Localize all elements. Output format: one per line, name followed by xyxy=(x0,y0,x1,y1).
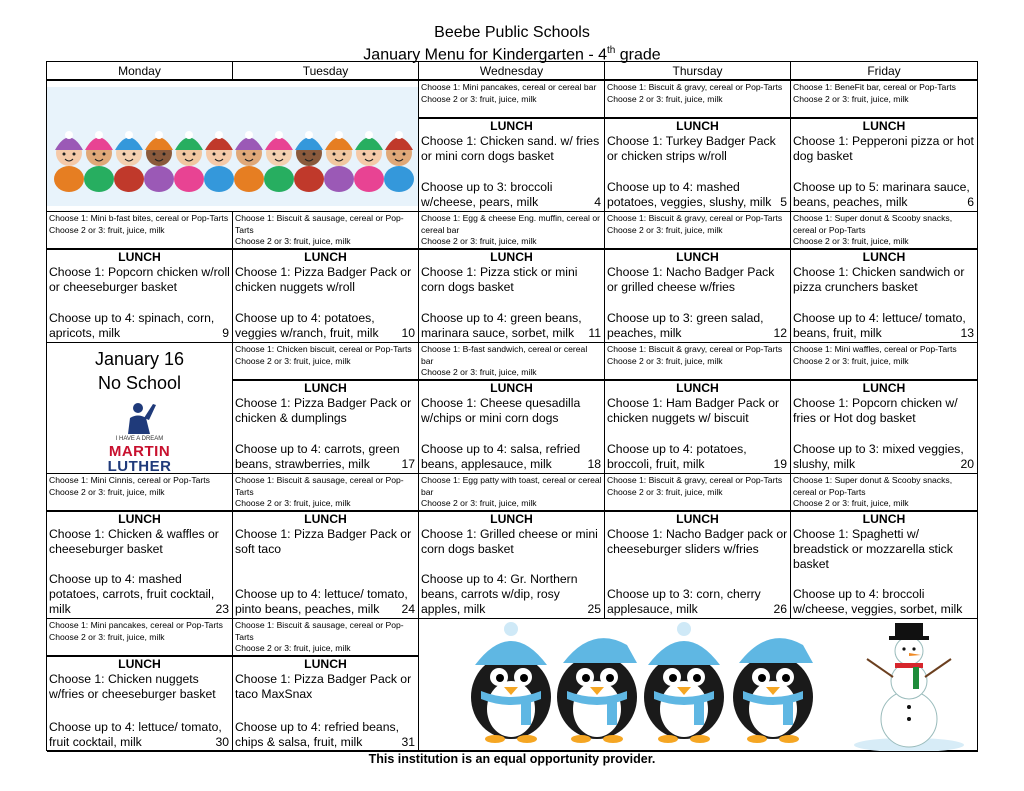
lunch-choice: Choose 1: Chicken sandwich or pizza crunchers basket xyxy=(793,265,965,294)
breakfast-line: Choose 2 or 3: fruit, juice, milk xyxy=(235,236,351,246)
lunch-choice: Choose 1: Cheese quesadilla w/chips or mini corn dogs xyxy=(421,396,581,425)
breakfast-line: Choose 2 or 3: fruit, juice, milk xyxy=(235,355,351,366)
lunch-choice: Choose 1: Spaghetti w/ breadstick or mozzarella stick basket xyxy=(793,527,953,571)
day-cell xyxy=(605,343,791,474)
breakfast-block xyxy=(233,212,418,250)
sides-choice: Choose up to 4: Gr. Northern beans, carrots w/dip, rosy apples, milk xyxy=(421,572,578,616)
day-header-thursday: Thursday xyxy=(605,62,791,81)
breakfast-line: Choose 1: Mini b-fast bites, cereal or Pop-Tarts xyxy=(49,213,229,223)
menu-calendar xyxy=(46,61,978,751)
day-number: 4 xyxy=(594,195,601,209)
footer-note: This institution is an equal opportunity provider. xyxy=(368,752,656,766)
sides-choice: Choose up to 4: salsa, refried beans, applesauce, milk xyxy=(421,442,581,471)
day-number: 11 xyxy=(588,326,601,340)
winter-kids-image xyxy=(47,81,419,212)
day-cell xyxy=(47,619,233,752)
no-school-date: January 16 xyxy=(94,349,185,369)
lunch-label: LUNCH xyxy=(118,512,161,526)
menu-title-end: grade xyxy=(615,46,661,64)
day-cell xyxy=(47,212,233,343)
mlk-silhouette-icon xyxy=(120,400,160,434)
sides-choice: Choose up to 3: mixed veggies, slushy, milk xyxy=(793,442,964,471)
lunch-choice: Choose 1: Pizza Badger Pack or soft taco xyxy=(235,527,412,556)
breakfast-block xyxy=(605,343,790,381)
lunch-choice: Choose 1: Chicken sand. w/ fries or mini corn dogs basket xyxy=(421,134,600,163)
sides-choice: Choose up to 3: broccoli w/cheese, pears, milk xyxy=(421,180,553,209)
breakfast-block xyxy=(419,81,604,119)
mlk-dream-text: I HAVE A DREAM xyxy=(115,436,164,442)
breakfast-line: Choose 1: Super donut & Scooby snacks, cereal or Pop-Tarts xyxy=(793,213,953,235)
mlk-last-name: LUTHER xyxy=(107,458,172,474)
breakfast-block xyxy=(605,212,790,250)
menu-title-sup: th xyxy=(606,45,616,56)
breakfast-line: Choose 2 or 3: fruit, juice, milk xyxy=(793,498,909,508)
lunch-label: LUNCH xyxy=(118,657,161,671)
day-cell xyxy=(791,343,978,474)
lunch-choice: Choose 1: Nacho Badger pack or cheeseburger sliders w/fries xyxy=(607,527,788,556)
breakfast-block xyxy=(605,81,790,119)
day-cell xyxy=(605,81,791,212)
lunch-choice: Choose 1: Pizza Badger Pack or taco MaxSnax xyxy=(235,672,412,701)
lunch-choice: Choose 1: Pizza Badger Pack or chicken & dumplings xyxy=(235,396,412,425)
day-cell xyxy=(605,474,791,619)
day-cell xyxy=(233,474,419,619)
sides-choice: Choose up to 3: green salad, peaches, milk xyxy=(607,311,764,340)
sides-choice: Choose up to 4: refried beans, chips & salsa, fruit, milk xyxy=(235,720,399,749)
lunch-label: LUNCH xyxy=(304,381,347,395)
day-cell xyxy=(233,212,419,343)
lunch-label: LUNCH xyxy=(490,381,533,395)
penguins-snowman-image xyxy=(419,619,978,752)
breakfast-line: Choose 1: BeneFit bar, cereal or Pop-Tarts xyxy=(793,82,956,92)
sides-choice: Choose up to 4: broccoli w/cheese, veggies, sorbet, milk xyxy=(793,587,963,616)
lunch-label: LUNCH xyxy=(676,119,719,133)
day-header-tuesday: Tuesday xyxy=(233,62,419,81)
day-number: 19 xyxy=(773,457,787,471)
lunch-label: LUNCH xyxy=(862,119,906,133)
lunch-choice: Choose 1: Chicken nuggets w/fries or cheeseburger basket xyxy=(49,672,216,701)
lunch-choice: Choose 1: Popcorn chicken w/ fries or Hot dog basket xyxy=(793,396,958,425)
breakfast-line: Choose 1: B-fast sandwich, cereal or cereal bar xyxy=(421,344,588,366)
penguin-icon xyxy=(557,638,637,743)
lunch-label: LUNCH xyxy=(676,250,719,264)
breakfast-block xyxy=(419,212,604,250)
breakfast-line: Choose 1: Chicken biscuit, cereal or Pop-Tarts xyxy=(235,344,412,354)
breakfast-line: Choose 2 or 3: fruit, juice, milk xyxy=(607,93,723,104)
breakfast-line: Choose 2 or 3: fruit, juice, milk xyxy=(49,486,165,497)
breakfast-block xyxy=(605,474,790,512)
breakfast-block xyxy=(791,212,977,250)
day-cell xyxy=(233,619,419,752)
breakfast-block xyxy=(791,343,977,381)
day-header-wednesday: Wednesday xyxy=(419,62,605,81)
day-cell xyxy=(419,212,605,343)
day-number: 5 xyxy=(780,195,787,209)
penguin-icon xyxy=(471,622,551,743)
breakfast-block xyxy=(419,474,604,512)
lunch-label: LUNCH xyxy=(862,512,906,526)
kids-illustration xyxy=(47,81,419,212)
day-number: 18 xyxy=(587,457,601,471)
mlk-first-name: MARTIN xyxy=(108,443,171,460)
breakfast-line: Choose 2 or 3: fruit, juice, milk xyxy=(607,486,723,497)
menu-title-main: January Menu for Kindergarten - 4 xyxy=(363,46,607,64)
breakfast-block xyxy=(47,212,232,250)
day-number: 26 xyxy=(773,602,787,616)
no-school-label: No School xyxy=(97,373,182,393)
breakfast-line: Choose 1: Egg patty with toast, cereal or cereal bar xyxy=(421,475,602,497)
breakfast-block xyxy=(233,343,418,381)
lunch-label: LUNCH xyxy=(862,250,906,264)
sides-choice: Choose up to 4: green beans, marinara sauce, sorbet, milk xyxy=(421,311,582,340)
lunch-label: LUNCH xyxy=(490,512,533,526)
lunch-choice: Choose 1: Nacho Badger Pack or grilled cheese w/fries xyxy=(607,265,775,294)
breakfast-block xyxy=(47,619,232,657)
breakfast-line: Choose 2 or 3: fruit, juice, milk xyxy=(793,93,909,104)
lunch-label: LUNCH xyxy=(490,250,533,264)
day-cell xyxy=(419,81,605,212)
breakfast-block xyxy=(419,343,604,381)
breakfast-block xyxy=(233,619,418,657)
breakfast-line: Choose 1: Mini waffles, cereal or Pop-Tarts xyxy=(793,344,957,354)
breakfast-line: Choose 1: Mini Cinnis, cereal or Pop-Tarts xyxy=(49,475,210,485)
lunch-choice: Choose 1: Ham Badger Pack or chicken nuggets w/ biscuit xyxy=(607,396,780,425)
day-cell xyxy=(791,212,978,343)
lunch-label: LUNCH xyxy=(118,250,161,264)
sides-choice: Choose up to 4: mashed potatoes, veggies, slushy, milk xyxy=(607,180,772,209)
winter-illustration xyxy=(419,619,978,752)
breakfast-line: Choose 1: Super donut & Scooby snacks, cereal or Pop-Tarts xyxy=(793,475,953,497)
day-number: 10 xyxy=(401,326,415,340)
day-number: 24 xyxy=(401,602,415,616)
sides-choice: Choose up to 4: spinach, corn, apricots, milk xyxy=(49,311,215,340)
day-header-friday: Friday xyxy=(791,62,978,81)
breakfast-block xyxy=(47,474,232,512)
breakfast-line: Choose 2 or 3: fruit, juice, milk xyxy=(49,224,165,235)
day-number: 13 xyxy=(960,326,974,340)
breakfast-line: Choose 1: Egg & cheese Eng. muffin, cereal or cereal bar xyxy=(421,213,600,235)
day-number: 6 xyxy=(967,195,974,209)
day-number: 31 xyxy=(401,735,415,749)
breakfast-line: Choose 2 or 3: fruit, juice, milk xyxy=(421,367,537,377)
breakfast-line: Choose 1: Biscuit & sausage, cereal or Pop-Tarts xyxy=(235,620,404,642)
lunch-label: LUNCH xyxy=(676,512,719,526)
breakfast-block xyxy=(791,474,977,512)
lunch-label: LUNCH xyxy=(304,250,347,264)
breakfast-line: Choose 1: Mini pancakes, cereal or Pop-Tarts xyxy=(49,620,223,630)
day-number: 9 xyxy=(222,326,229,340)
lunch-choice: Choose 1: Pizza stick or mini corn dogs basket xyxy=(421,265,578,294)
sides-choice: Choose up to 4: potatoes, broccoli, fruit, milk xyxy=(607,442,747,471)
breakfast-line: Choose 1: Biscuit & gravy, cereal or Pop-Tarts xyxy=(607,475,783,485)
day-number: 20 xyxy=(960,457,974,471)
day-cell xyxy=(47,474,233,619)
day-cell xyxy=(233,343,419,474)
day-number: 25 xyxy=(587,602,601,616)
sides-choice: Choose up to 3: corn, cherry applesauce, milk xyxy=(607,587,761,616)
sides-choice: Choose up to 4: lettuce/ tomato, fruit cocktail, milk xyxy=(49,720,222,749)
lunch-label: LUNCH xyxy=(304,512,347,526)
breakfast-line: Choose 1: Biscuit & gravy, cereal or Pop-Tarts xyxy=(607,82,783,92)
no-school-cell xyxy=(47,343,233,474)
breakfast-line: Choose 2 or 3: fruit, juice, milk xyxy=(235,643,351,653)
lunch-choice: Choose 1: Pizza Badger Pack or chicken nuggets w/roll xyxy=(235,265,412,294)
breakfast-line: Choose 2 or 3: fruit, juice, milk xyxy=(607,355,723,366)
lunch-label: LUNCH xyxy=(490,119,533,133)
sides-choice: Choose up to 5: marinara sauce, beans, peaches, milk xyxy=(793,180,970,209)
day-cell xyxy=(605,212,791,343)
breakfast-line: Choose 2 or 3: fruit, juice, milk xyxy=(421,236,537,246)
day-number: 23 xyxy=(215,602,229,616)
breakfast-line: Choose 2 or 3: fruit, juice, milk xyxy=(793,236,909,246)
sides-choice: Choose up to 4: lettuce/ tomato, pinto beans, peaches, milk xyxy=(235,587,408,616)
lunch-label: LUNCH xyxy=(676,381,719,395)
lunch-label: LUNCH xyxy=(862,381,906,395)
school-name: Beebe Public Schools xyxy=(434,24,590,41)
day-cell xyxy=(419,474,605,619)
breakfast-block xyxy=(233,474,418,512)
breakfast-line: Choose 2 or 3: fruit, juice, milk xyxy=(49,631,165,642)
lunch-choice: Choose 1: Chicken & waffles or cheeseburger basket xyxy=(49,527,219,556)
breakfast-line: Choose 2 or 3: fruit, juice, milk xyxy=(421,498,537,508)
breakfast-line: Choose 2 or 3: fruit, juice, milk xyxy=(421,93,537,104)
lunch-choice: Choose 1: Popcorn chicken w/roll or cheeseburger basket xyxy=(49,265,230,294)
day-number: 30 xyxy=(215,735,229,749)
day-cell xyxy=(791,81,978,212)
penguin-icon xyxy=(733,638,813,743)
day-cell xyxy=(419,343,605,474)
sides-choice: Choose up to 4: potatoes, veggies w/ranch, fruit, milk xyxy=(235,311,379,340)
breakfast-line: Choose 1: Mini pancakes, cereal or cereal bar xyxy=(421,82,597,92)
sides-choice: Choose up to 4: lettuce/ tomato, beans, fruit, milk xyxy=(793,311,966,340)
penguin-icon xyxy=(644,622,724,743)
lunch-label: LUNCH xyxy=(304,657,347,671)
lunch-choice: Choose 1: Turkey Badger Pack or chicken strips w/roll xyxy=(607,134,776,163)
lunch-choice: Choose 1: Grilled cheese or mini corn dogs basket xyxy=(421,527,598,556)
breakfast-block xyxy=(791,81,977,119)
day-number: 17 xyxy=(401,457,415,471)
breakfast-line: Choose 2 or 3: fruit, juice, milk xyxy=(235,498,351,508)
breakfast-line: Choose 1: Biscuit & sausage, cereal or Pop-Tarts xyxy=(235,213,404,235)
day-number: 12 xyxy=(773,326,787,340)
breakfast-line: Choose 2 or 3: fruit, juice, milk xyxy=(793,355,909,366)
day-cell xyxy=(791,474,978,619)
snowman-icon xyxy=(854,623,964,752)
day-header-monday: Monday xyxy=(47,62,233,81)
lunch-choice: Choose 1: Pepperoni pizza or hot dog basket xyxy=(793,134,974,163)
sides-choice: Choose up to 4: mashed potatoes, carrots, fruit cocktail, milk xyxy=(49,572,215,616)
sides-choice: Choose up to 4: carrots, green beans, strawberries, milk xyxy=(235,442,400,471)
breakfast-line: Choose 1: Biscuit & gravy, cereal or Pop-Tarts xyxy=(607,344,783,354)
breakfast-line: Choose 1: Biscuit & sausage, cereal or Pop-Tarts xyxy=(235,475,404,497)
breakfast-line: Choose 1: Biscuit & gravy, cereal or Pop-Tarts xyxy=(607,213,783,223)
breakfast-line: Choose 2 or 3: fruit, juice, milk xyxy=(607,224,723,235)
